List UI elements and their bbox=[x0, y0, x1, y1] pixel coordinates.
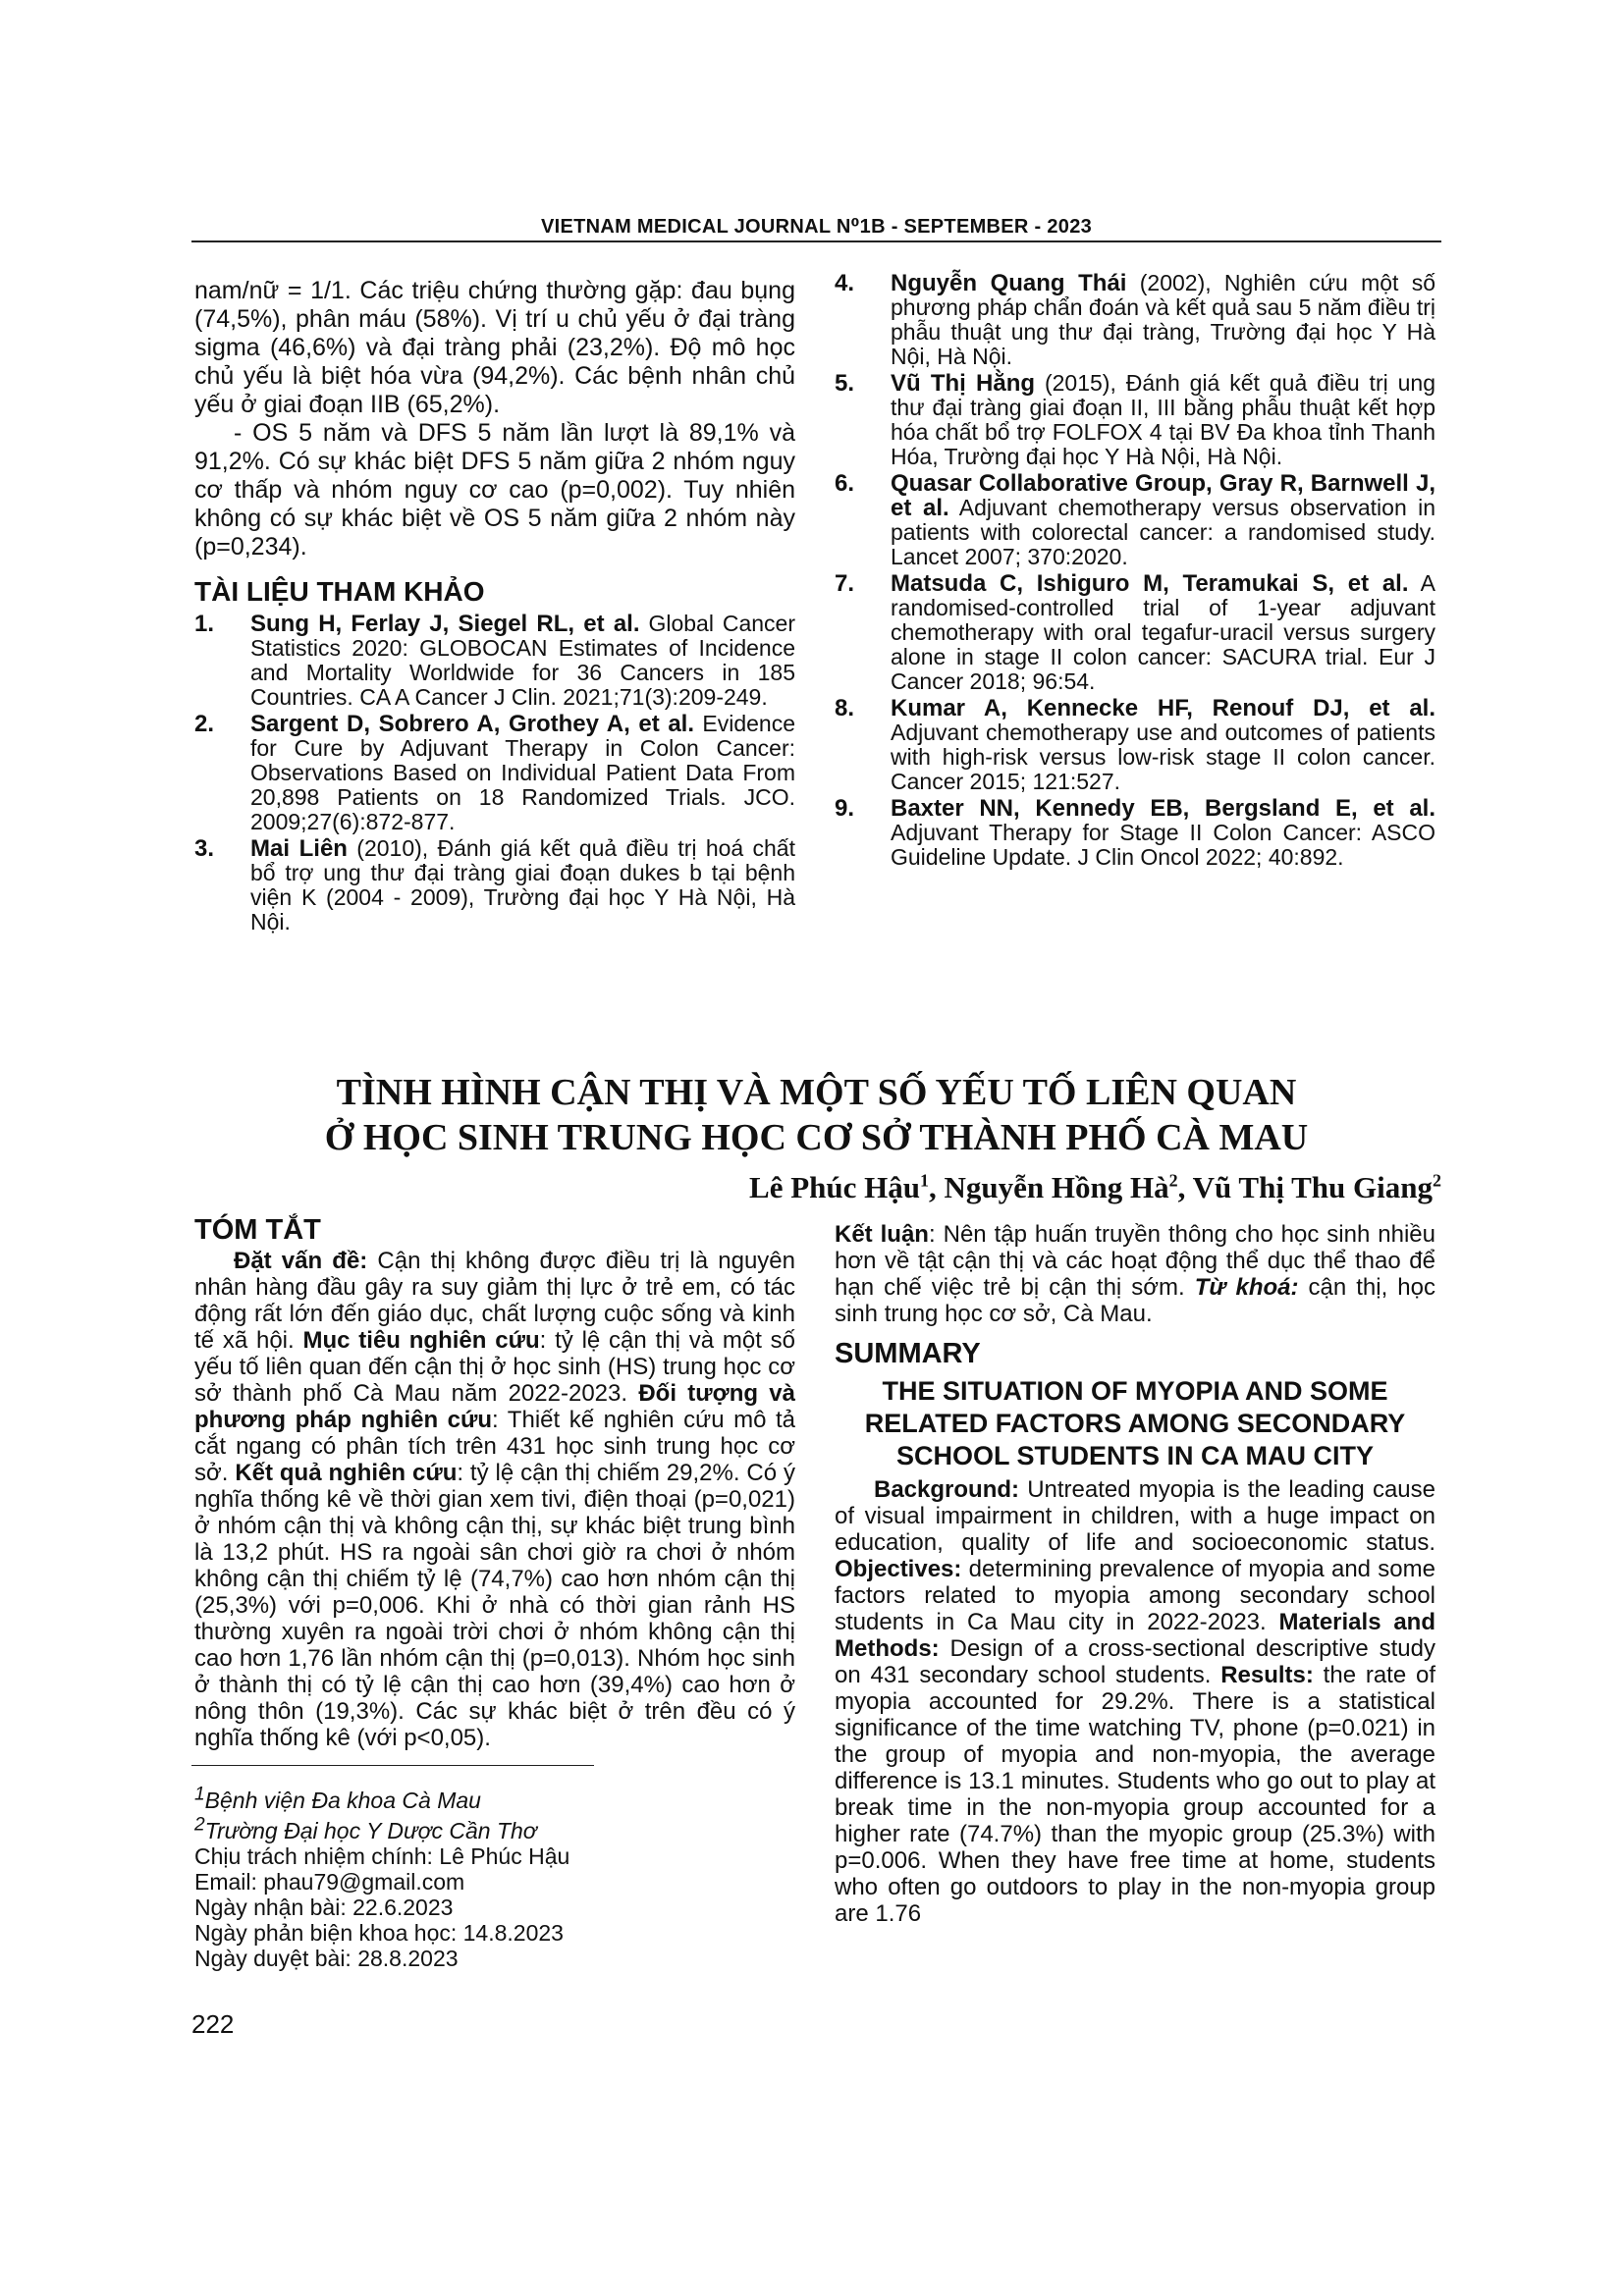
references-list-left bbox=[194, 612, 795, 934]
abstract-heading: TÓM TẮT bbox=[194, 1214, 321, 1246]
references-list-right bbox=[835, 271, 1435, 870]
abstract-vietnamese bbox=[194, 1214, 796, 1751]
affiliation-2: $^2$Trường Đại học Y Dược Cần Thơ bbox=[194, 1814, 537, 1844]
reference-item: 9. Baxter NN, Kennedy EB, Bergsland E, et al. Adjuvant Therapy for Stage II Colon Cancer: ASCO Guideline Update. J Clin Oncol 2022; 40:892. bbox=[835, 795, 1435, 870]
date-reviewed: Ngày phản biện khoa học: 14.8.2023 bbox=[194, 1920, 564, 1947]
author-list: Lê Phúc Hậu$^1$, Nguyễn Hồng $Hà^2$, Vũ Thị Thu Giang$^2$ bbox=[749, 1170, 1441, 1204]
reference-item: 8. Kumar A, Kennecke HF, Renouf DJ, et al. Adjuvant chemotherapy use and outcomes of patients with high-risk versus low-risk stage II colon cancer. Cancer 2015; 121:527. bbox=[835, 695, 1435, 794]
author-name: Lê Phúc Hậu bbox=[749, 1170, 921, 1204]
summary-body: Background: Untreated myopia is the leading cause of visual impairment in children, with a huge impact on education, quality of life and socioeconomic status. Objectives: determining prevalence of myopia and some factors related to myopia among secondary school students in Ca Mau city in 2022-2023. Materials and Methods: Design of a cross-sectional descriptive study on 431 secondary school students. Results: the rate of myopia accounted for 29.2%. There is a statistical significance of the time watching TV, phone (p=0.021) in the group of myopia and non-myopia, the average difference is 13.1 minutes. Students who go out to play at break time in the non-myopia group accounted for a higher rate (74.7%) than the myopic group (25.3%) with p=0.006. When they have free time at home, students who often go outdoors to play in the non-myopia group are 1.76 bbox=[835, 1476, 1435, 1927]
abstract-continuation: Kết luận: Nên tập huấn truyền thông cho học sinh nhiều hơn về tật cận thị và các hoạt động thể dục thể thao để hạn chế việc trẻ bị cận thị sớm. Từ khoá: cận thị, học sinh trung học cơ sở, Cà Mau. bbox=[835, 1221, 1435, 1327]
reference-item: 2. Sargent D, Sobrero A, Grothey A, et al. Evidence for Cure by Adjuvant Therapy in Colon Cancer: Observations Based on Individual Patient Data From 20,898 Patients on 18 Randomized Trials. JCO. 2009;27(6):872-877. bbox=[194, 711, 796, 834]
reference-item: 6. Quasar Collaborative Group, Gray R, Barnwell J, et al. Adjuvant chemotherapy versus observation in patients with colorectal cancer: a randomised study. Lancet 2007; 370:2020. bbox=[835, 470, 1435, 569]
reference-item: 5. Vũ Thị Hằng (2015), Đánh giá kết quả điều trị ung thư đại tràng giai đoạn II, III bằng phẫu thuật kết hợp hóa chất bổ trợ FOLFOX 4 tại BV Đa khoa tỉnh Thanh Hóa, Trường đại học Y Hà Nội, Hà Nội. bbox=[835, 370, 1436, 469]
author-name: Nguyễn Hồng Hà bbox=[944, 1170, 1169, 1204]
author-affiliation-mark: 1 bbox=[920, 1170, 930, 1191]
results-paragraph: nam/nữ = 1/1. Các triệu chứng thường gặp: đau bụng (74,5%), phân máu (58%). Vị trí u chủ yếu ở đại tràng sigma (46,6%) và đại tràng phải (23,2%). Độ mô học chủ yếu là biệt hóa vừa (94,2%). Các bệnh nhân chủ yếu ở giai đoạn IIB (65,2%). bbox=[194, 277, 795, 418]
article-title bbox=[191, 1070, 1441, 1160]
survival-paragraph: - OS 5 năm và DFS 5 năm lần lượt là 89,1% và 91,2%. Có sự khác biệt DFS 5 năm giữa 2 nhóm nguy cơ thấp và nhóm nguy cơ cao (p=0,002). Tuy nhiên không có sự khác biệt về OS 5 năm giữa 2 nhóm này (p=0,234). bbox=[194, 419, 795, 561]
reference-item: 3. Mai Liên (2010), Đánh giá kết quả điều trị hoá chất bổ trợ ung thư đại tràng giai đoạn dukes b tại bệnh viện K (2004 - 2009), Trường đại học Y Hà Nội, Hà Nội. bbox=[194, 835, 795, 934]
article-title-line-2: Ở HỌC SINH TRUNG HỌC CƠ SỞ THÀNH PHỐ CÀ MAU bbox=[324, 1117, 1309, 1158]
email: Email: phau79@gmail.com bbox=[194, 1869, 465, 1896]
summary-title: THE SITUATION OF MYOPIA AND SOME RELATED FACTORS AMONG SECONDARY SCHOOL STUDENTS IN CA MAU CITY bbox=[864, 1376, 1406, 1470]
date-received: Ngày nhận bài: 22.6.2023 bbox=[194, 1895, 454, 1921]
prev-article-left-column bbox=[194, 277, 795, 936]
reference-item: 7. Matsuda C, Ishiguro M, Teramukai S, et al. A randomised-controlled trial of 1-year adjuvant chemotherapy with oral tegafur-uracil versus surgery alone in stage II colon cancer: SACURA trial. Eur J Cancer 2018; 96:54. bbox=[835, 570, 1436, 694]
date-accepted: Ngày duyệt bài: 28.8.2023 bbox=[194, 1946, 459, 1972]
header-rule bbox=[191, 240, 1441, 242]
page-number: 222 bbox=[191, 2009, 235, 2039]
footnotes bbox=[194, 1782, 569, 1971]
affiliation-1: $^1$Bệnh viện Đa khoa Cà Mau bbox=[194, 1784, 481, 1813]
running-header: VIETNAM MEDICAL JOURNAL N⁰1B - SEPTEMBER - 2023 bbox=[540, 216, 1093, 238]
abstract-body: Đặt vấn đề: Cận thị không được điều trị là nguyên nhân hàng đầu gây ra suy giảm thị lực ở trẻ em, có tác động rất lớn đến giáo dục, chất lượng cuộc sống và kinh tế xã hội. Mục tiêu nghiên cứu: tỷ lệ cận thị và một số yếu tố liên quan đến cận thị ở học sinh (HS) trung học cơ sở thành phố Cà Mau năm 2022-2023. Đối tượng và phương pháp nghiên cứu: Thiết kế nghiên cứu mô tả cắt ngang có phân tích trên 431 học sinh trung học cơ sở. Kết quả nghiên cứu: tỷ lệ cận thị chiếm 29,2%. Có ý nghĩa thống kê về thời gian xem tivi, điện thoại (p=0,021) ở nhóm cận thị và không cận thị, sự khác biệt trung bình là 13,2 phút. HS ra ngoài sân chơi giờ ra chơi ở nhóm không cận thị chiếm tỷ lệ (74,7%) cao hơn nhóm cận thị (25,3%) với p=0,006. Khi ở nhà có thời gian rảnh HS thường xuyên ra ngoài trời chơi ở nhóm không cận thị cao hơn 1,76 lần nhóm cận thị (p=0,013). Nhóm học sinh ở thành thị có tỷ lệ cận thị cao hơn (39,4%) cao hơn ở nông thôn (19,3%). Các sự khác biệt ở trên đều có ý nghĩa thống kê (với p<0,05). bbox=[194, 1248, 796, 1751]
author-affiliation-mark: 2 bbox=[1433, 1170, 1441, 1191]
footnote-rule bbox=[191, 1765, 594, 1766]
summary-heading: SUMMARY bbox=[835, 1338, 981, 1369]
prev-article-right-column bbox=[835, 271, 1435, 872]
reference-item: 1. Sung H, Ferlay J, Siegel RL, et al. Global Cancer Statistics 2020: GLOBOCAN Estimates of Incidence and Mortality Worldwide for 36 Cancers in 185 Countries. CA A Cancer J Clin. 2021;71(3):209-249. bbox=[194, 611, 796, 710]
article-title-line-1: TÌNH HÌNH CẬN THỊ VÀ MỘT SỐ YẾU TỐ LIÊN QUAN bbox=[336, 1072, 1297, 1113]
reference-item: 4. Nguyễn Quang Thái (2002), Nghiên cứu một số phương pháp chẩn đoán và kết quả sau 5 năm điều trị phẫu thuật ung thư đại tràng, Trường đại học Y Hà Nội, Hà Nội. bbox=[835, 270, 1435, 369]
author-name: Vũ Thị Thu Giang bbox=[1192, 1170, 1433, 1204]
abstract-right-column bbox=[835, 1221, 1435, 1927]
references-heading: TÀI LIỆU THAM KHẢO bbox=[194, 576, 485, 607]
corresponding-author: Chịu trách nhiệm chính: Lê Phúc Hậu bbox=[194, 1843, 570, 1870]
author-affiliation-mark: 2 bbox=[1168, 1170, 1178, 1191]
